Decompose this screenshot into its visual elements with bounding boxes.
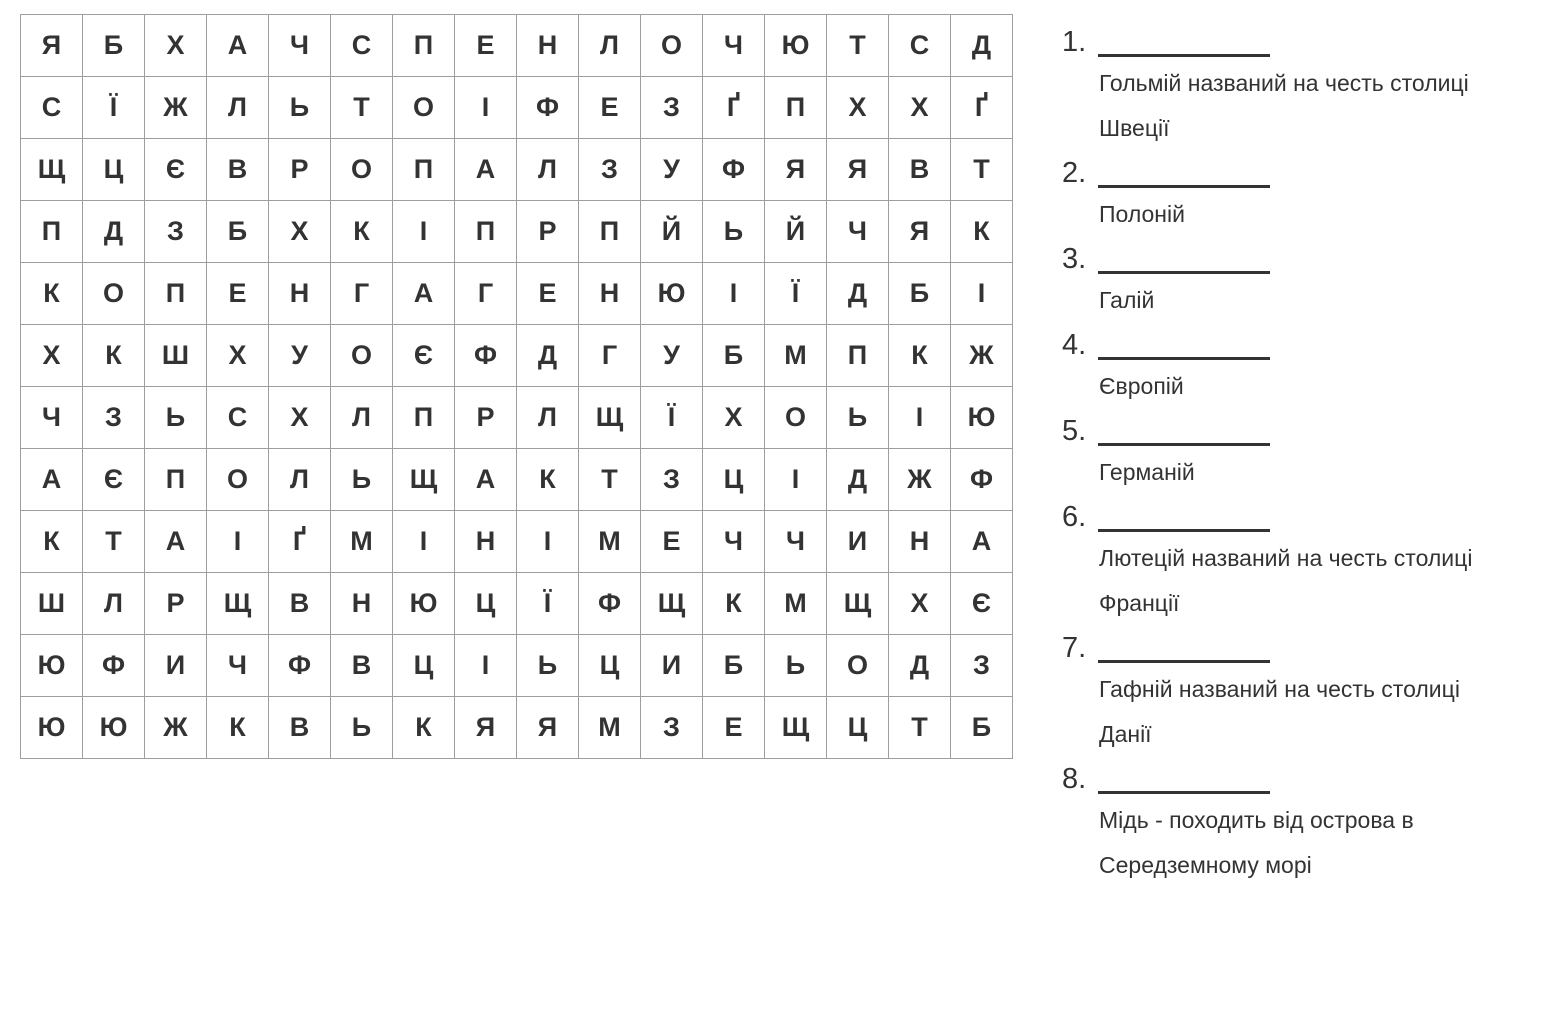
grid-cell[interactable]: Ч	[207, 635, 269, 697]
grid-cell[interactable]: Ж	[951, 325, 1013, 387]
grid-cell[interactable]: Ф	[83, 635, 145, 697]
grid-cell[interactable]: Ю	[765, 15, 827, 77]
grid-cell[interactable]: Ч	[827, 201, 889, 263]
grid-cell[interactable]: У	[641, 325, 703, 387]
grid-cell[interactable]: Т	[951, 139, 1013, 201]
grid-cell[interactable]: Х	[889, 573, 951, 635]
grid-cell[interactable]: А	[145, 511, 207, 573]
clue-number: 1.	[1062, 26, 1087, 58]
grid-cell[interactable]: О	[331, 139, 393, 201]
clue-text: Германій	[1099, 459, 1195, 485]
answer-blank[interactable]	[1098, 356, 1270, 360]
grid-cell[interactable]: Я	[21, 15, 83, 77]
answer-blank[interactable]	[1098, 659, 1270, 663]
grid-cell[interactable]: І	[393, 511, 455, 573]
grid-cell[interactable]: Х	[21, 325, 83, 387]
grid-cell[interactable]: С	[889, 15, 951, 77]
grid-cell[interactable]: Ь	[765, 635, 827, 697]
grid-cell[interactable]: О	[393, 77, 455, 139]
grid-row	[21, 15, 1013, 77]
grid-row	[21, 325, 1013, 387]
grid-cell[interactable]: Ґ	[951, 77, 1013, 139]
grid-cell[interactable]: З	[641, 77, 703, 139]
grid-cell[interactable]: Ф	[269, 635, 331, 697]
grid-cell[interactable]: Л	[579, 15, 641, 77]
grid-cell[interactable]: Ф	[517, 77, 579, 139]
clue-item	[1062, 499, 1532, 626]
grid-cell[interactable]: П	[21, 201, 83, 263]
grid-cell[interactable]: Г	[331, 263, 393, 325]
answer-blank[interactable]	[1098, 53, 1270, 57]
grid-cell[interactable]: Ь	[331, 697, 393, 759]
grid-cell[interactable]: А	[393, 263, 455, 325]
answer-blank[interactable]	[1098, 270, 1270, 274]
grid-row	[21, 573, 1013, 635]
grid-cell[interactable]: Р	[517, 201, 579, 263]
grid-cell[interactable]: З	[145, 201, 207, 263]
clue-item	[1062, 24, 1532, 151]
grid-cell[interactable]: Ц	[83, 139, 145, 201]
answer-blank[interactable]	[1098, 442, 1270, 446]
grid-cell[interactable]: Ц	[703, 449, 765, 511]
clue-item	[1062, 761, 1532, 888]
grid-cell[interactable]: Ц	[393, 635, 455, 697]
grid-cell[interactable]: Х	[145, 15, 207, 77]
grid-cell[interactable]: М	[765, 573, 827, 635]
clue-text: Лютецій названий на честь столиці	[1099, 545, 1473, 571]
grid-cell[interactable]: А	[951, 511, 1013, 573]
grid-row	[21, 139, 1013, 201]
clue-text: Мідь - походить від острова в	[1099, 807, 1414, 833]
grid-cell[interactable]: Д	[889, 635, 951, 697]
grid-cell[interactable]: О	[827, 635, 889, 697]
grid-cell[interactable]: Ч	[269, 15, 331, 77]
grid-cell[interactable]: Л	[331, 387, 393, 449]
grid-cell[interactable]: П	[145, 263, 207, 325]
grid-cell[interactable]: Ч	[21, 387, 83, 449]
grid-cell[interactable]: П	[393, 387, 455, 449]
clue-number: 6.	[1062, 501, 1087, 533]
grid-cell[interactable]: І	[951, 263, 1013, 325]
grid-cell[interactable]: Т	[889, 697, 951, 759]
grid-cell[interactable]: Х	[827, 77, 889, 139]
grid-cell[interactable]: К	[207, 697, 269, 759]
grid-cell[interactable]: І	[455, 635, 517, 697]
grid-cell[interactable]: П	[393, 139, 455, 201]
grid-cell[interactable]: Б	[703, 325, 765, 387]
grid-cell[interactable]: П	[579, 201, 641, 263]
clue-number: 3.	[1062, 243, 1087, 275]
grid-cell[interactable]: І	[765, 449, 827, 511]
grid-cell[interactable]: Б	[703, 635, 765, 697]
clue-item	[1062, 241, 1532, 323]
grid-cell[interactable]: С	[331, 15, 393, 77]
clue-text: Швеції	[1099, 115, 1170, 141]
grid-row	[21, 449, 1013, 511]
grid-cell[interactable]: К	[889, 325, 951, 387]
grid-cell[interactable]: О	[207, 449, 269, 511]
grid-cell[interactable]: Х	[269, 201, 331, 263]
grid-cell[interactable]: Х	[207, 325, 269, 387]
grid-cell[interactable]: К	[21, 511, 83, 573]
grid-cell[interactable]: К	[703, 573, 765, 635]
grid-cell[interactable]: Щ	[765, 697, 827, 759]
grid-cell[interactable]: Ю	[21, 697, 83, 759]
grid-cell[interactable]: К	[951, 201, 1013, 263]
grid-cell[interactable]: Я	[827, 139, 889, 201]
grid-cell[interactable]: Ф	[579, 573, 641, 635]
clue-text: Галій	[1099, 287, 1155, 313]
grid-cell[interactable]: Н	[269, 263, 331, 325]
grid-cell[interactable]: К	[331, 201, 393, 263]
grid-cell[interactable]: Ч	[703, 511, 765, 573]
grid-row	[21, 387, 1013, 449]
grid-cell[interactable]: Д	[951, 15, 1013, 77]
grid-cell[interactable]: Д	[827, 449, 889, 511]
grid-cell[interactable]: И	[641, 635, 703, 697]
grid-cell[interactable]: А	[21, 449, 83, 511]
grid-cell[interactable]: Т	[827, 15, 889, 77]
grid-cell[interactable]: З	[951, 635, 1013, 697]
grid-cell[interactable]: Ш	[145, 325, 207, 387]
grid-cell[interactable]: А	[207, 15, 269, 77]
grid-cell[interactable]: Щ	[579, 387, 641, 449]
grid-cell[interactable]: Ч	[765, 511, 827, 573]
grid-cell[interactable]: Щ	[393, 449, 455, 511]
clue-text: Гафній названий на честь столиці	[1099, 676, 1460, 702]
grid-cell[interactable]: Я	[517, 697, 579, 759]
grid-cell[interactable]: Ґ	[703, 77, 765, 139]
grid-cell[interactable]: Ю	[641, 263, 703, 325]
clue-item	[1062, 327, 1532, 409]
grid-cell[interactable]: І	[455, 77, 517, 139]
grid-cell[interactable]: П	[455, 201, 517, 263]
grid-row	[21, 201, 1013, 263]
grid-cell[interactable]: К	[393, 697, 455, 759]
grid-cell[interactable]: Г	[579, 325, 641, 387]
grid-cell[interactable]: Л	[517, 387, 579, 449]
clue-text: Полоній	[1099, 201, 1185, 227]
grid-cell[interactable]: Є	[83, 449, 145, 511]
grid-cell[interactable]: Б	[889, 263, 951, 325]
clue-item	[1062, 155, 1532, 237]
grid-cell[interactable]: П	[393, 15, 455, 77]
clue-number: 2.	[1062, 157, 1087, 189]
grid-cell[interactable]: Л	[269, 449, 331, 511]
grid-row	[21, 263, 1013, 325]
grid-cell[interactable]: Ж	[145, 77, 207, 139]
grid-cell[interactable]: У	[269, 325, 331, 387]
grid-cell[interactable]: Д	[517, 325, 579, 387]
answer-blank[interactable]	[1098, 184, 1270, 188]
clue-text: Франції	[1099, 590, 1180, 616]
grid-cell[interactable]: Ж	[889, 449, 951, 511]
grid-cell[interactable]: Н	[331, 573, 393, 635]
grid-cell[interactable]: Є	[951, 573, 1013, 635]
grid-row	[21, 511, 1013, 573]
grid-cell[interactable]: М	[579, 697, 641, 759]
clue-text: Данії	[1099, 721, 1152, 747]
grid-cell[interactable]: Ч	[703, 15, 765, 77]
grid-cell[interactable]: Л	[83, 573, 145, 635]
grid-cell[interactable]: Х	[889, 77, 951, 139]
grid-cell[interactable]: Щ	[207, 573, 269, 635]
grid-cell[interactable]: Х	[703, 387, 765, 449]
grid-cell[interactable]: Ь	[145, 387, 207, 449]
grid-row	[21, 635, 1013, 697]
grid-cell[interactable]: Ц	[455, 573, 517, 635]
grid-cell[interactable]: Е	[579, 77, 641, 139]
grid-cell[interactable]: А	[455, 449, 517, 511]
grid-cell[interactable]: Ц	[827, 697, 889, 759]
grid-cell[interactable]: Щ	[827, 573, 889, 635]
grid-cell[interactable]: П	[765, 77, 827, 139]
grid-cell[interactable]: В	[269, 573, 331, 635]
grid-row	[21, 77, 1013, 139]
grid-cell[interactable]: Ю	[951, 387, 1013, 449]
answer-blank[interactable]	[1098, 790, 1270, 794]
grid-cell[interactable]: Ц	[579, 635, 641, 697]
grid-cell[interactable]: Ф	[951, 449, 1013, 511]
grid-cell[interactable]: І	[517, 511, 579, 573]
grid-cell[interactable]: У	[641, 139, 703, 201]
grid-cell[interactable]: Д	[827, 263, 889, 325]
grid-cell[interactable]: Я	[455, 697, 517, 759]
grid-cell[interactable]: Ф	[703, 139, 765, 201]
grid-cell[interactable]: В	[207, 139, 269, 201]
grid-cell[interactable]: З	[641, 697, 703, 759]
grid-cell[interactable]: Й	[765, 201, 827, 263]
grid-cell[interactable]: Е	[641, 511, 703, 573]
grid-cell[interactable]: В	[269, 697, 331, 759]
grid-cell[interactable]: М	[579, 511, 641, 573]
clue-text: Європій	[1099, 373, 1184, 399]
clue-number: 7.	[1062, 632, 1087, 664]
grid-cell[interactable]: Є	[393, 325, 455, 387]
grid-cell[interactable]: Н	[455, 511, 517, 573]
grid-cell[interactable]: І	[703, 263, 765, 325]
grid-cell[interactable]: Ь	[269, 77, 331, 139]
grid-cell[interactable]: З	[83, 387, 145, 449]
clue-number: 4.	[1062, 329, 1087, 361]
grid-cell[interactable]: І	[393, 201, 455, 263]
grid-cell[interactable]: И	[145, 635, 207, 697]
grid-cell[interactable]: О	[331, 325, 393, 387]
clue-text: Середземному морі	[1099, 852, 1312, 878]
grid-cell[interactable]: О	[641, 15, 703, 77]
grid-cell[interactable]: Ї	[517, 573, 579, 635]
grid-cell[interactable]: Н	[889, 511, 951, 573]
grid-cell[interactable]: П	[827, 325, 889, 387]
grid-cell[interactable]: М	[331, 511, 393, 573]
grid-cell[interactable]: Р	[269, 139, 331, 201]
grid-cell[interactable]: В	[889, 139, 951, 201]
grid-cell[interactable]: Б	[83, 15, 145, 77]
grid-cell[interactable]: И	[827, 511, 889, 573]
clue-item	[1062, 630, 1532, 757]
grid-cell[interactable]: Р	[455, 387, 517, 449]
grid-cell[interactable]: П	[145, 449, 207, 511]
grid-cell[interactable]: Ь	[331, 449, 393, 511]
grid-cell[interactable]: Л	[517, 139, 579, 201]
grid-cell[interactable]: Ї	[765, 263, 827, 325]
grid-cell[interactable]: С	[207, 387, 269, 449]
clue-number: 8.	[1062, 763, 1087, 795]
grid-cell[interactable]: Ь	[517, 635, 579, 697]
grid-cell[interactable]: Ф	[455, 325, 517, 387]
grid-cell[interactable]: Ь	[827, 387, 889, 449]
grid-cell[interactable]: Ю	[393, 573, 455, 635]
grid-cell[interactable]: Е	[455, 15, 517, 77]
grid-cell[interactable]: Г	[455, 263, 517, 325]
grid-cell[interactable]: Л	[207, 77, 269, 139]
grid-cell[interactable]: В	[331, 635, 393, 697]
grid-cell[interactable]: Х	[269, 387, 331, 449]
grid-cell[interactable]: З	[641, 449, 703, 511]
grid-cell[interactable]: Ш	[21, 573, 83, 635]
grid-cell[interactable]: М	[765, 325, 827, 387]
grid-cell[interactable]: К	[83, 325, 145, 387]
grid-cell[interactable]: Ь	[703, 201, 765, 263]
grid-cell[interactable]: Т	[579, 449, 641, 511]
grid-cell[interactable]: О	[83, 263, 145, 325]
clue-item	[1062, 413, 1532, 495]
grid-cell[interactable]: Щ	[641, 573, 703, 635]
grid-cell[interactable]: Я	[765, 139, 827, 201]
grid-cell[interactable]: О	[765, 387, 827, 449]
word-search-grid	[20, 14, 1013, 759]
grid-cell[interactable]: Д	[83, 201, 145, 263]
grid-cell[interactable]: Ю	[21, 635, 83, 697]
grid-cell[interactable]: Р	[145, 573, 207, 635]
grid-cell[interactable]: С	[21, 77, 83, 139]
grid-cell[interactable]: З	[579, 139, 641, 201]
grid-cell[interactable]: Е	[517, 263, 579, 325]
grid-cell[interactable]: К	[21, 263, 83, 325]
grid-cell[interactable]: Т	[331, 77, 393, 139]
grid-cell[interactable]: І	[207, 511, 269, 573]
grid-cell[interactable]: Ї	[641, 387, 703, 449]
grid-cell[interactable]: Ґ	[269, 511, 331, 573]
grid-cell[interactable]: Н	[579, 263, 641, 325]
grid-cell[interactable]: Н	[517, 15, 579, 77]
clue-text: Гольмій названий на честь столиці	[1099, 70, 1469, 96]
grid-cell[interactable]: Є	[145, 139, 207, 201]
grid-cell[interactable]: Б	[951, 697, 1013, 759]
answer-blank[interactable]	[1098, 528, 1270, 532]
grid-cell[interactable]: Ж	[145, 697, 207, 759]
clue-list	[1062, 24, 1532, 892]
grid-cell[interactable]: Б	[207, 201, 269, 263]
grid-cell[interactable]: К	[517, 449, 579, 511]
grid-row	[21, 697, 1013, 759]
grid-cell[interactable]: А	[455, 139, 517, 201]
grid-cell[interactable]: Й	[641, 201, 703, 263]
grid-cell[interactable]: І	[889, 387, 951, 449]
grid-cell[interactable]: Я	[889, 201, 951, 263]
grid-cell[interactable]: Т	[83, 511, 145, 573]
clue-number: 5.	[1062, 415, 1087, 447]
grid-cell[interactable]: Е	[207, 263, 269, 325]
grid-cell[interactable]: Ї	[83, 77, 145, 139]
grid-cell[interactable]: Ю	[83, 697, 145, 759]
grid-cell[interactable]: Щ	[21, 139, 83, 201]
grid-cell[interactable]: Е	[703, 697, 765, 759]
